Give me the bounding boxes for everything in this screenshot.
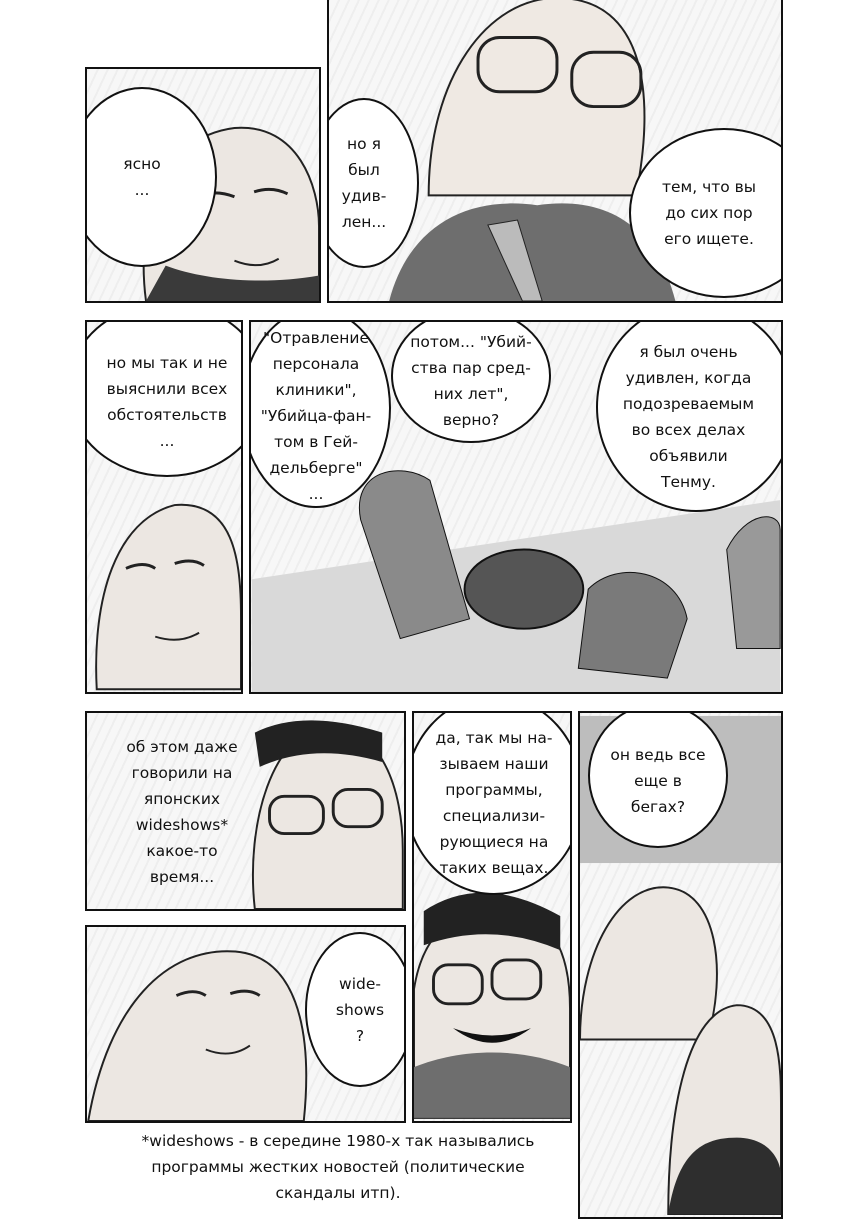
speech-bubble bbox=[391, 320, 551, 443]
speech-bubble bbox=[412, 711, 572, 895]
bubble-text: я был очень удивлен, когда подозреваемым во всех делах объявили Тенму. bbox=[622, 343, 755, 491]
bubble-text: ясно ... bbox=[123, 155, 161, 199]
panel-5 bbox=[85, 711, 406, 911]
bubble-text: "Отравление персонала клиники", "Убийца-фан- том в Гей- дельберге" ... bbox=[260, 329, 372, 503]
speech-bubble bbox=[249, 320, 391, 508]
bubble-text: потом... "Убий- ства пар сред- них лет", верно? bbox=[410, 332, 532, 429]
bubble-text: wide- shows ? bbox=[335, 974, 385, 1045]
translator-footnote: *wideshows - в середине 1980-х так назывались программы жестких новостей (политические скандалы итп). bbox=[141, 1132, 535, 1202]
speech-bubble bbox=[596, 320, 783, 512]
bubble-text: но мы так и не выяснили всех обстоятельств ... bbox=[106, 354, 228, 450]
panel-8 bbox=[85, 925, 406, 1123]
panel-2 bbox=[327, 0, 783, 303]
bubble-text: об этом даже говорили на японских wideshows* какое-то время... bbox=[126, 738, 238, 886]
panel-6 bbox=[412, 711, 572, 1123]
caption-box bbox=[87, 713, 277, 911]
bubble-text: он ведь все еще в бегах? bbox=[610, 745, 706, 816]
panel-7 bbox=[578, 711, 783, 1219]
panel-1 bbox=[85, 67, 321, 303]
bubble-text: тем, что вы до сих пор его ищете. bbox=[661, 178, 757, 248]
bubble-text: но я был удив- лен... bbox=[341, 135, 387, 231]
bubble-text: да, так мы на- зываем наши программы, специализи- рующиеся на таких вещах. bbox=[435, 729, 553, 877]
panel-4 bbox=[249, 320, 783, 694]
speech-bubble bbox=[305, 932, 406, 1087]
panel-3 bbox=[85, 320, 243, 694]
speech-bubble bbox=[85, 320, 243, 477]
